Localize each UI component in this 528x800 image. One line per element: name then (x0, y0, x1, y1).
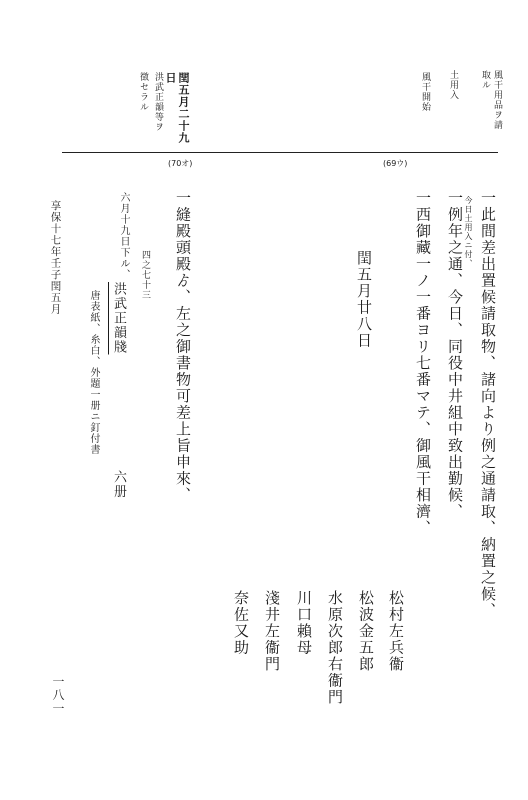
note-date-heading: 閏五月二十九 (177, 72, 190, 144)
date-heading: 閏五月廿八日 (355, 250, 373, 349)
name-2: 松波金五郎 (357, 590, 375, 673)
item-count: 六册 (111, 470, 126, 499)
ref-number: 四之七十三 (140, 250, 150, 300)
entry-line-1: 一此間差出置候請取物、諸向より例之通請取、納置之候、 (479, 190, 497, 619)
entry-line-3: 一西御藏一ノ一番ヨリ七番マテ、御風干相濟、 (414, 190, 432, 537)
entry-line-4: 一縫殿頭殿ゟ、左之御書物可差上旨申來、 (174, 190, 192, 504)
folio-right: (69ウ) (383, 159, 408, 168)
name-1: 松村左兵衞 (387, 590, 405, 673)
note-fuboshi-request-cont: 取ル (480, 70, 490, 90)
era-line: 享保十七年壬子閏五月 (49, 200, 62, 315)
name-3: 水原次郎右衞門 (326, 590, 344, 706)
name-4: 川口賴母 (295, 590, 313, 656)
item-title: 洪武正韻牋 (111, 282, 126, 355)
entry-line-2-note: 今日土用入ニ付、 (464, 196, 473, 268)
folio-left: (70オ) (168, 159, 193, 168)
note-kobu-seiin: 洪武正韻等ヲ (153, 72, 163, 132)
name-6: 奈佐又助 (232, 590, 250, 656)
name-5: 淺井左衞門 (263, 590, 281, 673)
note-doyo-iri: 土用入 (448, 70, 458, 100)
page-number: 一八一 (51, 675, 65, 716)
note-choseraru: 徴セラル (138, 72, 148, 112)
item-return-date: 六月十九日下ル、 (118, 192, 129, 280)
note-date-heading-day: 日 (164, 72, 177, 84)
header-rule (62, 152, 498, 153)
note-fuboshi-request: 風干用品ヲ請 (492, 70, 502, 130)
note-fuboshi-start: 風干開始 (420, 72, 430, 112)
item-description: 唐表紙、糸白、外題一册ニ釘付書 (88, 290, 99, 455)
entry-line-2: 一例年之通、今日、同役中井組中致出勤候、 (446, 190, 464, 520)
